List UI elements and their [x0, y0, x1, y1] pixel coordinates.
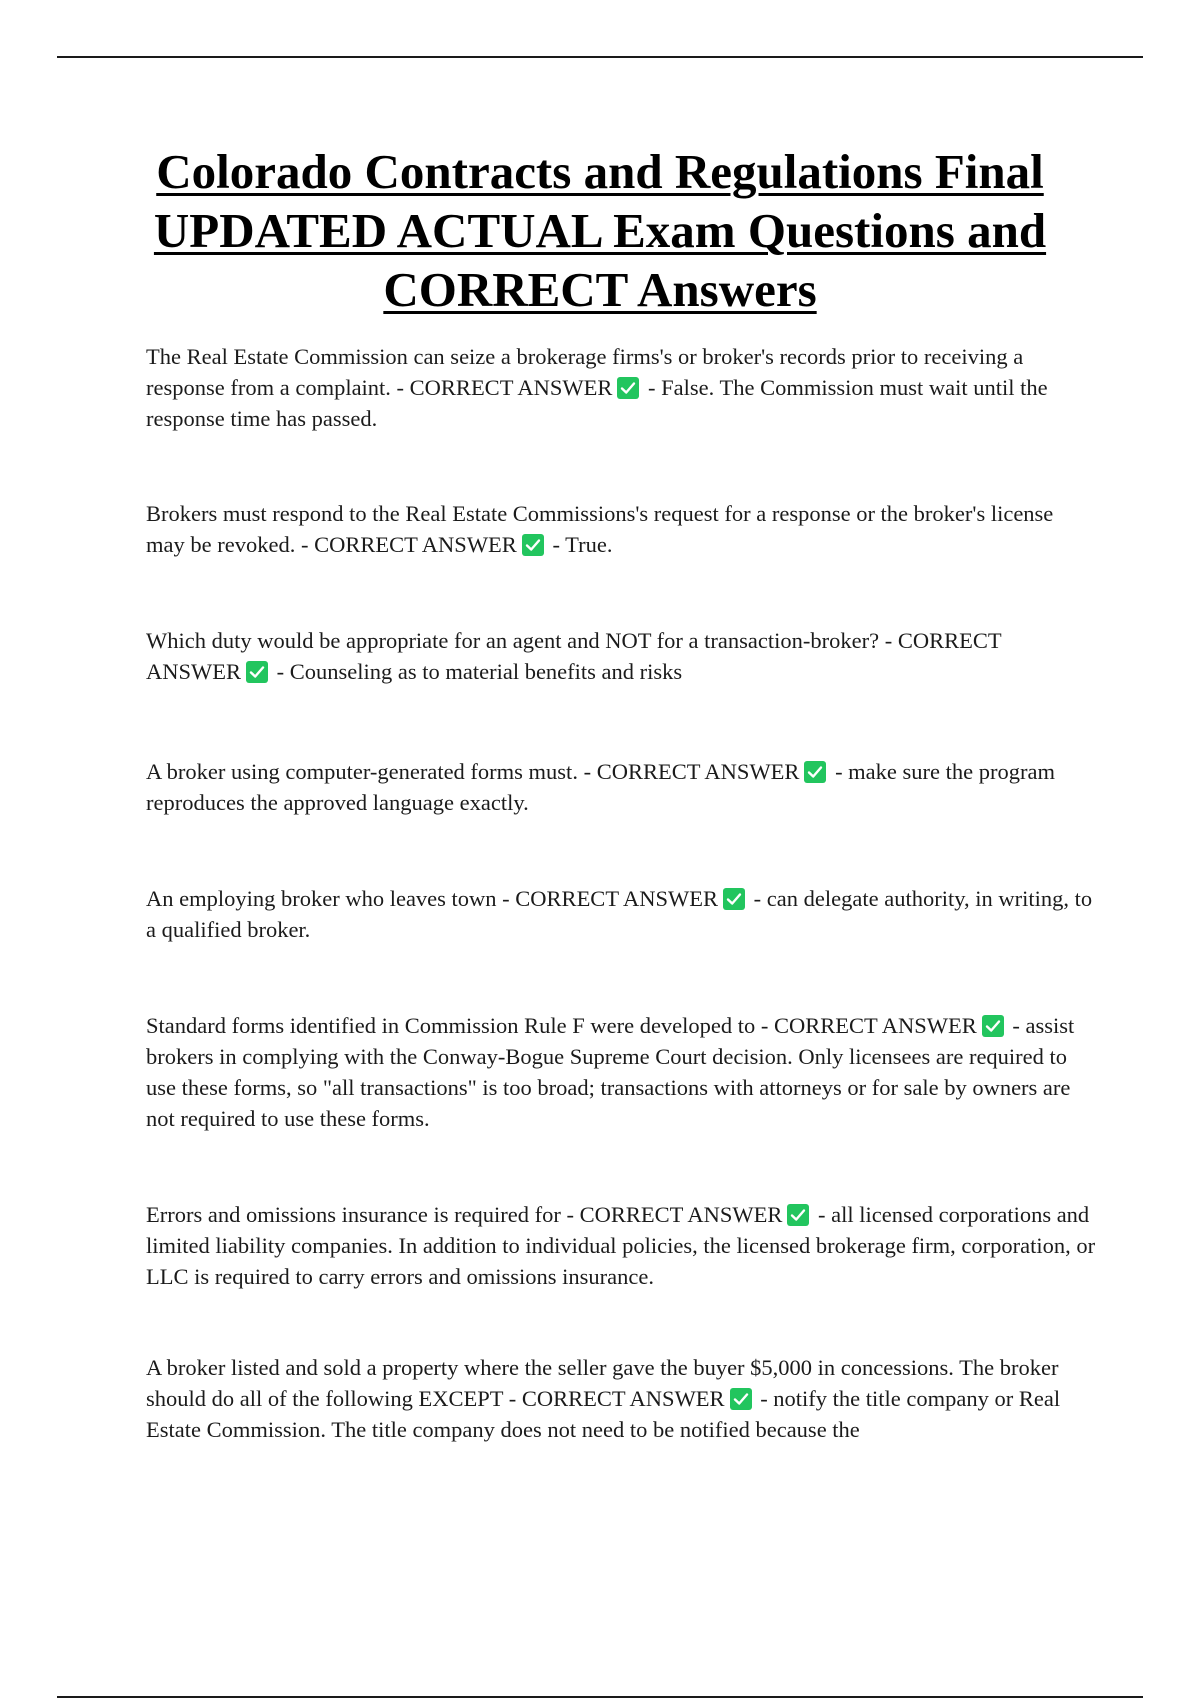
qa-item [146, 756, 1096, 818]
checkmark-icon [723, 888, 745, 910]
question-text: A broker listed and sold a property where the seller gave the buyer $5,000 in concessions. The broker should do all of the following EXCEPT - [146, 1355, 1059, 1411]
answer-text: - assist brokers in complying with the Conway-Bogue Supreme Court decision. Only licensees are required to use these forms, so "all transactions" is too broad; transactions with attorneys or for sale by owners are not required to use these forms. [146, 1013, 1075, 1131]
question-text: Which duty would be appropriate for an agent and NOT for a transaction-broker? - [146, 628, 898, 653]
qa-item [146, 1010, 1096, 1134]
question-text: The Real Estate Commission can seize a brokerage firms's or broker's records prior to receiving a response from a complaint. - [146, 344, 1024, 400]
qa-item [146, 1352, 1096, 1445]
question-text: Standard forms identified in Commission Rule F were developed to - [146, 1013, 775, 1038]
qa-item [146, 883, 1096, 945]
top-rule [57, 56, 1143, 58]
question-text: An employing broker who leaves town - [146, 886, 516, 911]
answer-text: - Counseling as to material benefits and risks [271, 659, 683, 684]
answer-marker: CORRECT ANSWER [596, 759, 800, 784]
answer-marker: CORRECT ANSWER [515, 886, 719, 911]
answer-marker: CORRECT ANSWER [146, 628, 1002, 684]
bottom-rule [57, 1696, 1143, 1698]
answer-marker: CORRECT ANSWER [521, 1386, 725, 1411]
answer-text: - notify the title company or Real Estate Commission. The title company does not need to be notified because the [146, 1386, 1061, 1442]
answer-marker: CORRECT ANSWER [314, 532, 517, 557]
answer-marker: CORRECT ANSWER [774, 1013, 977, 1038]
checkmark-icon [804, 761, 826, 783]
checkmark-icon [522, 534, 544, 556]
answer-marker: CORRECT ANSWER [409, 375, 613, 400]
checkmark-icon [246, 661, 268, 683]
question-text: Brokers must respond to the Real Estate Commissions's request for a response or the broker's license may be revoked. - [146, 501, 1054, 557]
qa-item [146, 341, 1096, 434]
checkmark-icon [617, 377, 639, 399]
qa-item [146, 625, 1096, 687]
answer-marker: CORRECT ANSWER [579, 1202, 783, 1227]
answer-text: - True. [546, 532, 613, 557]
answer-text: - all licensed corporations and limited liability companies. In addition to individual policies, the licensed brokerage firm, corporation, or LLC is required to carry errors and omissions insurance. [146, 1202, 1096, 1289]
document-title: Colorado Contracts and Regulations Final UPDATED ACTUAL Exam Questions and CORRECT Answers [153, 144, 1047, 317]
checkmark-icon [982, 1015, 1004, 1037]
checkmark-icon [787, 1204, 809, 1226]
qa-item [146, 498, 1096, 560]
answer-text: - False. The Commission must wait until the response time has passed. [146, 375, 1048, 431]
qa-item [146, 1199, 1096, 1292]
checkmark-icon [730, 1388, 752, 1410]
answer-text: - can delegate authority, in writing, to a qualified broker. [146, 886, 1093, 942]
answer-text: - make sure the program reproduces the approved language exactly. [146, 759, 1055, 815]
question-text: A broker using computer-generated forms must. - [146, 759, 597, 784]
question-text: Errors and omissions insurance is required for - [146, 1202, 580, 1227]
